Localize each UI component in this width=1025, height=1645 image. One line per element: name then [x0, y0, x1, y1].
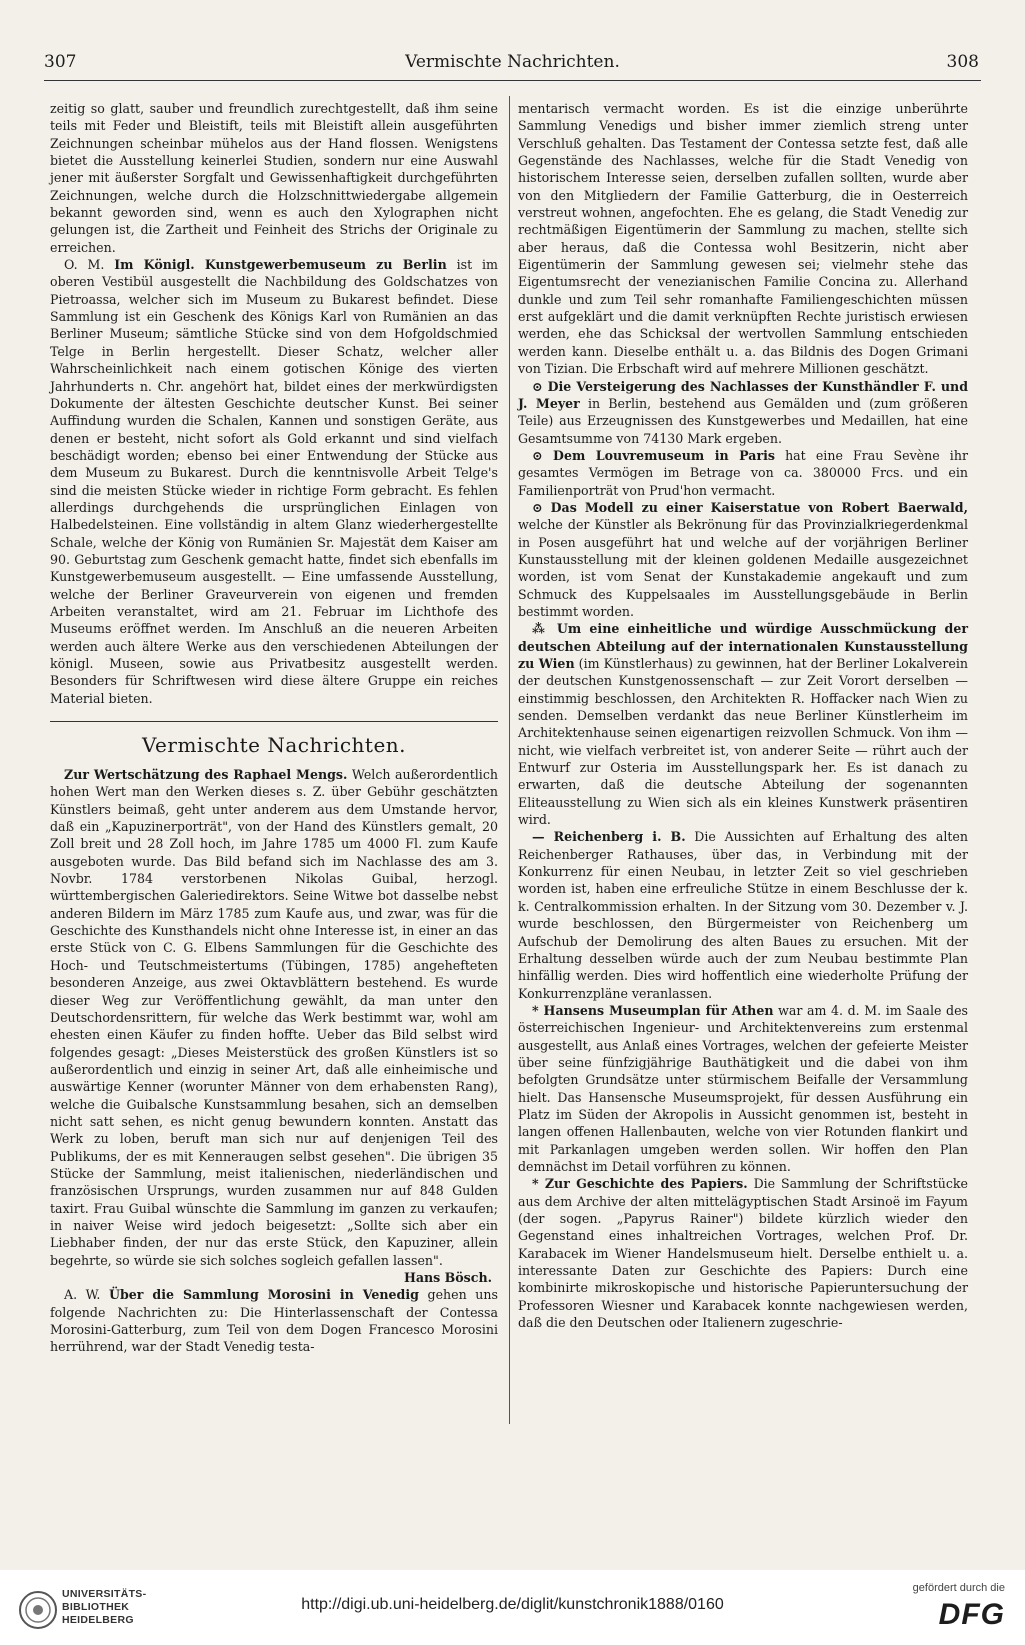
column-divider: [509, 96, 510, 1424]
library-name-line: HEIDELBERG: [62, 1614, 134, 1626]
header-rule: [44, 80, 981, 81]
paragraph: [518, 499, 968, 620]
article-heading: ⊙ Dem Louvremuseum in Paris: [532, 447, 775, 463]
article-heading: — Reichenberg i. B.: [532, 829, 686, 845]
permalink-url[interactable]: http://digi.ub.uni-heidelberg.de/diglit/kunstchronik1888/0160: [301, 1596, 724, 1613]
article-heading: ⊙ Das Modell zu einer Kaiserstatue von Robert Baerwald,: [532, 499, 968, 515]
paragraph-text: Welch außerordentlich hohen Wert man den Werken dieses s. Z. über Gebühr geschätzten Künstlers beimaß, geht unter anderem aus dem Umstande hervor, daß ein „Kapuzinerporträt", von der Hand des Künstlers gemalt, 20 Zoll breit und 28 Zoll hoch, im Jahre 1785 um 4000 Fl. zum Kaufe ausgeboten wurde. Das Bild befand sich im Nachlasse des am 3. Novbr. 1784 verstorbenen Nikolas Guibal, herzogl. württembergischen Galeriedirektors. Seine Witwe bot dasselbe nebst anderen Bildern im März 1785 zum Kaufe aus, und zwar, was für die Geschichte des Kunsthandels nicht ohne Interesse ist, in einer an das erste Stück von C. G. Elbens Sammlungen für die Geschichte des Hoch- und Teutschmeistertums (Tübingen, 1785) angehefteten besonderen Anzeige, aus zwei Oktavblättern bestehend. Es wurde dieser Weg zur Veröffentlichung gewählt, da man unter den Deutschordensrittern, für welche das Werk bestimmt war, wohl am ehesten einen Käufer zu finden hoffte. Ueber das Bild selbst wird folgendes gesagt: „Dieses Meisterstück des großen Künstlers ist so außerordentlich und einzig in seiner Art, daß alle einheimische und auswärtige Kenner (worunter Männer von dem erhabensten Rang), welche die Guibalsche Kunstsammlung besahen, sich an demselben nicht satt sehen, es nicht genug bewundern konnten. Anstatt das Werk zu loben, beruft man sich nur auf denjenigen Teil des Publikums, der es mit Kenneraugen selbst gesehen". Die übrigen 35 Stücke der Sammlung, meist italienischen, niederländischen und französischen Ursprungs, wurden zusammen nur auf 848 Gulden taxirt. Frau Guibal wünschte die Sammlung im ganzen zu verkaufen; in naiver Weise wird jedoch beigesetzt: „Sollte sich aber ein Liebhaber finden, der nur das erste Stück, den Kapuziner, allein begehrte, so würde sie sich solches sogleich gefallen lassen".: [50, 767, 498, 1268]
running-title: Vermischte Nachrichten.: [405, 52, 620, 72]
paragraph: [50, 256, 498, 707]
section-title: Vermischte Nachrichten.: [141, 733, 407, 758]
article-heading: ⊙ Die Versteigerung des Nachlasses der Kunsthändler F. und J. Meyer: [518, 378, 968, 411]
article-heading: * Zur Geschichte des Papiers.: [532, 1176, 748, 1192]
paragraph: [518, 620, 968, 828]
paragraph-text: war am 4. d. M. im Saale des österreichischen Ingenieur- und Architektenvereins zum erstenmal ausgestellt, aus Anlaß eines Vortrages, welchen der gefeierte Meister über seine fünfzigjährige Bauthätigkeit und die dabei von ihm befolgten Grundsätze unter stürmischem Beifalle der Versammlung hielt. Das Hansensche Museumsprojekt, für dessen Ausführung ein Platz im Süden der Akropolis in Aussicht genommen ist, besteht in langen offenen Hallenbauten, welche von vier Rotunden flankirt und mit Parkanlagen umgeben werden sollen. Wir hoffen den Plan demnächst im Detail vorführen zu können.: [518, 1002, 968, 1174]
author-initials: A. W.: [64, 1287, 101, 1303]
paragraph-text: Die Sammlung der Schriftstücke aus dem Archive der alten mittelägyptischen Stadt Arsinoë im Fayum (der sogen. „Papyrus Rainer") bildete kürzlich wieder den Gegenstand eines inhaltreichen Vortrages, welchen Prof. Dr. Karabacek im Wiener Handelsmuseum hielt. Derselbe enthielt u. a. interessante Daten zur Geschichte des Papiers: Durch eine kombinirte mikroskopische und historische Papieruntersuchung der Professoren Wiesner und Karabacek konnte nachgewiesen werden, daß die den Deutschen oder Italienern zugeschrie-: [518, 1176, 968, 1331]
paragraph: [518, 1002, 968, 1175]
paragraph-text: in Berlin, bestehend aus Gemälden und (zum größeren Teile) aus Erzeugnissen des Kunstgewerbes und Medaillen, hat eine Gesamtsumme von 74130 Mark ergeben.: [518, 395, 969, 446]
paragraph-text: welche der Künstler als Bekrönung für das Provinzialkriegerdenkmal in Posen ausgeführt hat und welche auf der vorjährigen Berliner Kunstausstellung mit der kleinen goldenen Medaille ausgezeichnet worden, ist vom Senat der Kunstakademie angekauft und zum Schmuck des Kuppelsaales im Ausstellungsgebäude in Berlin bestimmt worden.: [518, 517, 968, 619]
article-heading: Zur Wertschätzung des Raphael Mengs.: [64, 767, 348, 783]
paragraph: [518, 378, 968, 447]
section-rule: [50, 721, 498, 722]
paragraph-text: hat eine Frau Sevène ihr gesamtes Vermögen im Betrage von ca. 380000 Frcs. und ein Familienporträt von Prud'hon vermacht.: [518, 447, 968, 498]
paragraph: zeitig so glatt, sauber und freundlich zurechtgestellt, daß ihm seine teils mit Feder und Bleistift, teils mit Bleistift allein ausgeführten Zeichnungen scheinbar mühelos aus der Hand flossen. Wenigstens bietet die Ausstellung keinerlei Studien, sondern nur eine Auswahl jener mit äußerster Sorgfalt und Gewissenhaftigkeit durchgeführten Zeichnungen, welche durch die Holzschnittwiedergabe allgemein bekannt geworden sind, wenn es auch den Xylographen nicht gelungen ist, die Zartheit und Feinheit des Strichs der Originale zu erreichen.: [50, 101, 498, 255]
left-column: [50, 100, 498, 1356]
viewer-footer: [0, 1570, 1025, 1645]
paragraph: [518, 447, 968, 499]
paragraph: [50, 766, 498, 1269]
funded-by-label: gefördert durch die: [912, 1582, 1005, 1594]
right-column: [518, 100, 968, 1331]
article-heading: ⁂ Um eine einheitliche und würdige Ausschmückung der deutschen Abteilung auf der internationalen Kunstausstellung zu Wien: [518, 621, 968, 671]
author-signature: Hans Bösch.: [403, 1270, 492, 1285]
paragraph-text: Die Aussichten auf Erhaltung des alten Reichenberger Rathauses, über das, in Verbindung mit der Konkurrenz für einen Neubau, in letzter Zeit so viel geschrieben worden ist, haben eine erfreuliche Stütze in einem Beschlusse der k. k. Centralkommission erhalten. In der Sitzung vom 30. Dezember v. J. wurde beschlossen, den Bürgermeister von Reichenberg um Aufschub der Demolirung des alten Baues zu ersuchen. Mit der Erhaltung desselben würde auch der zum Neubau bestimmte Plan hinfällig werden. Dies wird hoffentlich eine wiederholte Prüfung der Konkurrenzpläne veranlassen.: [518, 829, 968, 1001]
article-heading: Über die Sammlung Morosini in Venedig: [109, 1287, 419, 1303]
library-name-line: BIBLIOTHEK: [62, 1601, 130, 1613]
paragraph: [518, 1175, 968, 1331]
dfg-logo[interactable]: DFG: [938, 1598, 1005, 1631]
paragraph-text: ist im oberen Vestibül ausgestellt die Nachbildung des Goldschatzes von Pietroassa, welcher sich im Museum zu Bukarest befindet. Diese Sammlung ist ein Geschenk des Königs Karl von Rumänien an das Berliner Museum; sämtliche Stücke sind von dem Hofgoldschmied Telge in Berlin hergestellt. Dieser Schatz, welcher aller Wahrscheinlichkeit nach einem gotischen Könige des vierten Jahrhunderts n. Chr. angehört hat, bildet eines der merkwürdigsten Dokumente der ältesten Geschichte deutscher Kunst. Bei seiner Auffindung wurden die Schalen, Kannen und sonstigen Geräte, aus denen er besteht, nicht sofort als Gold erkannt und sind vielfach beschädigt worden; ebenso bei einer Entwendung der Stücke aus dem Museum zu Bukarest. Durch die kenntnisvolle Arbeit Telge's sind die meisten Stücke wieder in richtige Form gebracht. Es fehlen allerdings durchgehends die ursprünglichen Einlagen von Halbedelsteinen. Eine vollständig in altem Glanz wiederhergestellte Schale, welche der König von Rumänien Sr. Majestät dem Kaiser am 90. Geburtstag zum Geschenk gemacht hatte, findet sich ebenfalls im Kunstgewerbemuseum ausgestellt. — Eine umfassende Ausstellung, welche der Berliner Graveurverein von eigenen und fremden Arbeiten veranstaltet, wird am 21. Februar im Lichthofe des Museums eröffnet werden. Im Anschluß an die neueren Arbeiten werden auch ältere Werke aus den verschiedenen Abteilungen der königl. Museen, sowie aus Privatbesitz ausgestellt werden. Besonders für Schriftwesen wird diese ältere Gruppe ein reiches Material bieten.: [50, 257, 498, 706]
article-heading: * Hansens Museumplan für Athen: [532, 1002, 774, 1018]
library-name-line: UNIVERSITÄTS-: [62, 1588, 147, 1600]
page-header: [40, 52, 985, 76]
paragraph-text: (im Künstlerhaus) zu gewinnen, hat der Berliner Lokalverein der deutschen Kunstgenossenschaft — zur Zeit Vorort derselben — einstimmig beschlossen, den Architekten R. Hoffacker nach Wien zu senden. Demselben verdankt das neue Berliner Künstlerheim im Architektenhause seinen eigenartigen reizvollen Schmuck. Von ihm — nicht, wie vielfach verbreitet ist, von anderer Seite — rührt auch der Entwurf zur Osteria im Ausstellungspark her. Es ist danach zu erwarten, daß die deutsche Abteilung der sogenannten Eliteausstellung zu Wien sich als ein kleines Kunstwerk präsentiren wird.: [518, 656, 968, 828]
paragraph: mentarisch vermacht worden. Es ist die einzige unberührte Sammlung Venedigs und bisher immer ziemlich streng unter Verschluß gehalten. Das Testament der Contessa setzte fest, daß alle Gegenstände des Nachlasses, welche für die Stadt Venedig von historischem Interesse seien, derselben zufallen sollten, wurde aber von den Mitgliedern der Familie Gatterburg, die in Oesterreich verstreut wohnen, angefochten. Ehe es gelang, die Stadt Venedig zur rechtmäßigen Eigentümerin der Sammlung zu machen, stellte sich aber heraus, daß die Contessa wohl Besitzerin, nicht aber Eigentümerin der Sammlung gewesen sei; vielmehr stehe das Eigentumsrecht der venezianischen Familie Concina zu. Allerhand dunkle und zum Teil sehr romanhafte Familiengeschichten müssen erst aufgeklärt und die damit verknüpften Rechte juristisch erwiesen werden, ehe das Schicksal der wertvollen Sammlung entschieden werden kann. Dieselbe enthält u. a. das Bildnis des Dogen Grimani von Tizian. Die Erbschaft wird auf mehrere Millionen geschätzt.: [518, 101, 968, 377]
author-initials: O. M.: [64, 257, 105, 273]
page-number-right: 308: [946, 52, 979, 72]
article-heading: Im Königl. Kunstgewerbemuseum zu Berlin: [114, 257, 447, 273]
page-number-left: 307: [44, 52, 77, 72]
paragraph-text: gehen uns folgende Nachrichten zu: Die Hinterlassenschaft der Contessa Morosini-Gatterburg, zum Teil von dem Dogen Francesco Morosini herrührend, war der Stadt Venedig testa-: [50, 1287, 498, 1355]
paragraph: [50, 1286, 498, 1355]
paragraph: [518, 828, 968, 1001]
